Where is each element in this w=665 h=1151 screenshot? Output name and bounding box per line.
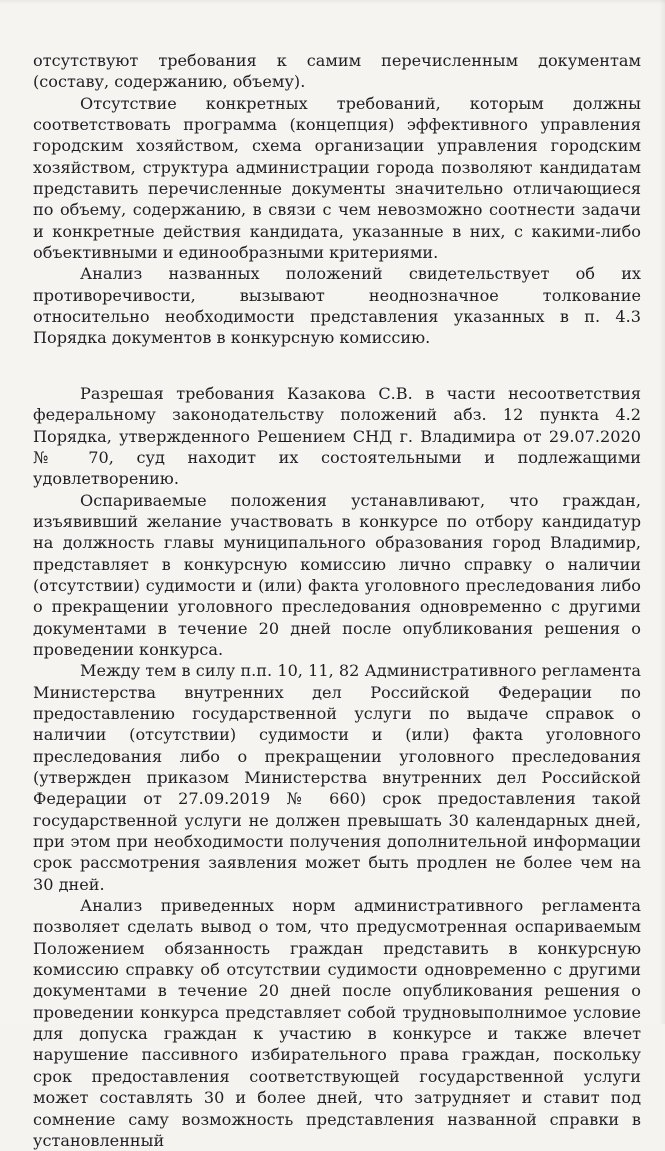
- scan-shadow-top: [0, 0, 665, 4]
- paragraph-contradiction-analysis: Анализ названных положений свидетельствует об их противоречивости, вызывают неоднозначное толкование относительно необходимости представления указанных в п. 4.3 Порядка документов в конкурсную комиссию.: [33, 264, 641, 348]
- paragraph-gap: [33, 349, 641, 383]
- paragraph-continuation: отсутствуют требования к самим перечисленным документам (составу, содержанию, объему).: [33, 51, 641, 92]
- paragraph-mvd-regulation: Между тем в силу п.п. 10, 11, 82 Административного регламента Министерства внутренних дел Российской Федерации по предоставлению государственной услуги по выдаче справок о наличии (отсутствии) судимости и (или) факта уголовного преследования либо о прекращении уголовного преследования (утвержден приказом Министерства внутренних дел Российской Федерации от 27.09.2019 № 660) срок предоставления такой государственной услуги не должен превышать 30 календарных дней, при этом при необходимости получения дополнительной информации срок рассмотрения заявления может быть продлен не более чем на 30 дней.: [33, 661, 641, 894]
- paragraph-norms-analysis: Анализ приведенных норм административного регламента позволяет сделать вывод о том, что предусмотренная оспариваемым Положением обязанность граждан представить в конкурсную комиссию справку об отсутствии судимости одновременно с другими документами в течение 20 дней после опубликования решения о проведении конкурса представляет собой трудновыполнимое условие для допуска граждан к участию в конкурсе и также влечет нарушение пассивного избирательного права граждан, поскольку срок предоставления соответствующей государственной услуги может составлять 30 и более дней, что затрудняет и ставит под сомнение саму возможность представления названной справки в установленный: [33, 896, 641, 1150]
- paragraph-requirements-absence: Отсутствие конкретных требований, которым должны соответствовать программа (концепция) эффективного управления городским хозяйством, схема организации управления городским хозяйством, структура администрации города позволяют кандидатам представить перечисленные документы значительно отличающиеся по объему, содержанию, в связи с чем невозможно соотнести задачи и конкретные действия кандидата, указанные в них, с какими-либо объективными и единообразными критериями.: [33, 93, 641, 263]
- scan-shadow-right: [659, 0, 665, 1024]
- document-body: [33, 50, 641, 1151]
- paragraph-contested-provisions: Оспариваемые положения устанавливают, что граждан, изъявивший желание участвовать в конкурсе по отбору кандидатур на должность главы муниципального образования город Владимир, представляет в конкурсную комиссию лично справку о наличии (отсутствии) судимости и (или) факта уголовного преследования либо о прекращении уголовного преследования одновременно с другими документами в течение 20 дней после опубликования решения о проведении конкурса.: [33, 490, 641, 659]
- paragraph-kazakov-claims: Разрешая требования Казакова С.В. в части несоответствия федеральному законодательству положений абз. 12 пункта 4.2 Порядка, утвержденного Решением СНД г. Владимира от 29.07.2020 № 70, суд находит их состоятельными и подлежащими удовлетворению.: [33, 383, 641, 489]
